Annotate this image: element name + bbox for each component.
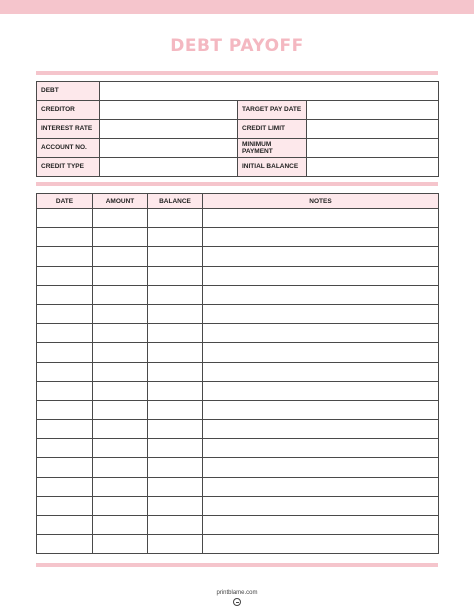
amount-cell[interactable] (93, 381, 148, 400)
amount-cell[interactable] (93, 228, 148, 247)
balance-cell[interactable] (148, 324, 203, 343)
date-cell[interactable] (37, 458, 93, 477)
info-row-debt (37, 82, 439, 101)
notes-cell[interactable] (203, 458, 439, 477)
amount-cell[interactable] (93, 477, 148, 496)
balance-cell[interactable] (148, 477, 203, 496)
divider-bottom (36, 563, 438, 567)
balance-cell[interactable] (148, 209, 203, 228)
interest-rate-field[interactable] (100, 120, 238, 139)
notes-cell[interactable] (203, 496, 439, 515)
notes-cell[interactable] (203, 400, 439, 419)
date-cell[interactable] (37, 209, 93, 228)
notes-cell[interactable] (203, 516, 439, 535)
notes-cell[interactable] (203, 266, 439, 285)
amount-cell[interactable] (93, 266, 148, 285)
table-row (37, 535, 439, 554)
notes-cell[interactable] (203, 477, 439, 496)
credit-limit-field[interactable] (307, 120, 439, 139)
credit-type-label: CREDIT TYPE (37, 158, 100, 177)
balance-cell[interactable] (148, 439, 203, 458)
table-row (37, 439, 439, 458)
balance-cell[interactable] (148, 496, 203, 515)
amount-cell[interactable] (93, 400, 148, 419)
debt-field[interactable] (100, 82, 439, 101)
date-cell[interactable] (37, 400, 93, 419)
date-cell[interactable] (37, 362, 93, 381)
notes-cell[interactable] (203, 324, 439, 343)
table-row (37, 304, 439, 323)
credit-limit-label: CREDIT LIMIT (238, 120, 307, 139)
notes-cell[interactable] (203, 381, 439, 400)
balance-cell[interactable] (148, 516, 203, 535)
footer-site: printblame.com (216, 590, 258, 596)
date-cell[interactable] (37, 266, 93, 285)
balance-cell[interactable] (148, 400, 203, 419)
top-accent-bar (0, 0, 474, 14)
table-row (37, 496, 439, 515)
table-row (37, 285, 439, 304)
amount-cell[interactable] (93, 324, 148, 343)
payment-log-table (36, 193, 439, 554)
divider-top (36, 71, 438, 75)
column-header-balance: BALANCE (148, 194, 203, 209)
amount-cell[interactable] (93, 304, 148, 323)
table-row (37, 324, 439, 343)
date-cell[interactable] (37, 381, 93, 400)
date-cell[interactable] (37, 516, 93, 535)
amount-cell[interactable] (93, 535, 148, 554)
date-cell[interactable] (37, 285, 93, 304)
amount-cell[interactable] (93, 209, 148, 228)
date-cell[interactable] (37, 477, 93, 496)
column-header-notes: NOTES (203, 194, 439, 209)
minimum-payment-field[interactable] (307, 139, 439, 158)
notes-cell[interactable] (203, 420, 439, 439)
balance-cell[interactable] (148, 247, 203, 266)
table-row (37, 477, 439, 496)
date-cell[interactable] (37, 247, 93, 266)
balance-cell[interactable] (148, 266, 203, 285)
debt-info-table (36, 81, 439, 177)
balance-cell[interactable] (148, 381, 203, 400)
table-row (37, 458, 439, 477)
notes-cell[interactable] (203, 343, 439, 362)
info-row-creditor (37, 101, 439, 120)
amount-cell[interactable] (93, 420, 148, 439)
creditor-label: CREDITOR (37, 101, 100, 120)
table-row (37, 247, 439, 266)
minimum-payment-label: MINIMUM PAYMENT (238, 139, 307, 158)
balance-cell[interactable] (148, 228, 203, 247)
debt-label: DEBT (37, 82, 100, 101)
creditor-field[interactable] (100, 101, 238, 120)
target-pay-date-label: TARGET PAY DATE (238, 101, 307, 120)
date-cell[interactable] (37, 343, 93, 362)
initial-balance-field[interactable] (307, 158, 439, 177)
table-row (37, 209, 439, 228)
amount-cell[interactable] (93, 439, 148, 458)
table-row (37, 516, 439, 535)
notes-cell[interactable] (203, 209, 439, 228)
date-cell[interactable] (37, 304, 93, 323)
table-row (37, 400, 439, 419)
notes-cell[interactable] (203, 535, 439, 554)
table-row (37, 343, 439, 362)
balance-cell[interactable] (148, 535, 203, 554)
table-row (37, 420, 439, 439)
balance-cell[interactable] (148, 420, 203, 439)
amount-cell[interactable] (93, 247, 148, 266)
date-cell[interactable] (37, 420, 93, 439)
notes-cell[interactable] (203, 362, 439, 381)
account-no-field[interactable] (100, 139, 238, 158)
amount-cell[interactable] (93, 362, 148, 381)
info-row-interest (37, 120, 439, 139)
date-cell[interactable] (37, 439, 93, 458)
info-row-credit-type (37, 158, 439, 177)
amount-cell[interactable] (93, 458, 148, 477)
target-pay-date-field[interactable] (307, 101, 439, 120)
date-cell[interactable] (37, 324, 93, 343)
date-cell[interactable] (37, 496, 93, 515)
date-cell[interactable] (37, 535, 93, 554)
interest-rate-label: INTEREST RATE (37, 120, 100, 139)
table-row (37, 362, 439, 381)
divider-middle (36, 182, 438, 186)
notes-cell[interactable] (203, 247, 439, 266)
table-row (37, 228, 439, 247)
date-cell[interactable] (37, 228, 93, 247)
table-row (37, 381, 439, 400)
notes-cell[interactable] (203, 285, 439, 304)
table-row (37, 266, 439, 285)
brand-logo-icon (233, 598, 241, 606)
page-title: DEBT PAYOFF (170, 36, 304, 56)
notes-cell[interactable] (203, 439, 439, 458)
balance-cell[interactable] (148, 285, 203, 304)
column-header-date: DATE (37, 194, 93, 209)
credit-type-field[interactable] (100, 158, 238, 177)
payment-log-header-row (37, 194, 439, 209)
amount-cell[interactable] (93, 285, 148, 304)
amount-cell[interactable] (93, 343, 148, 362)
amount-cell[interactable] (93, 516, 148, 535)
notes-cell[interactable] (203, 304, 439, 323)
notes-cell[interactable] (203, 228, 439, 247)
amount-cell[interactable] (93, 496, 148, 515)
balance-cell[interactable] (148, 362, 203, 381)
column-header-amount: AMOUNT (93, 194, 148, 209)
info-row-account (37, 139, 439, 158)
account-no-label: ACCOUNT NO. (37, 139, 100, 158)
balance-cell[interactable] (148, 343, 203, 362)
balance-cell[interactable] (148, 304, 203, 323)
payment-log-body (37, 209, 439, 554)
initial-balance-label: INITIAL BALANCE (238, 158, 307, 177)
balance-cell[interactable] (148, 458, 203, 477)
